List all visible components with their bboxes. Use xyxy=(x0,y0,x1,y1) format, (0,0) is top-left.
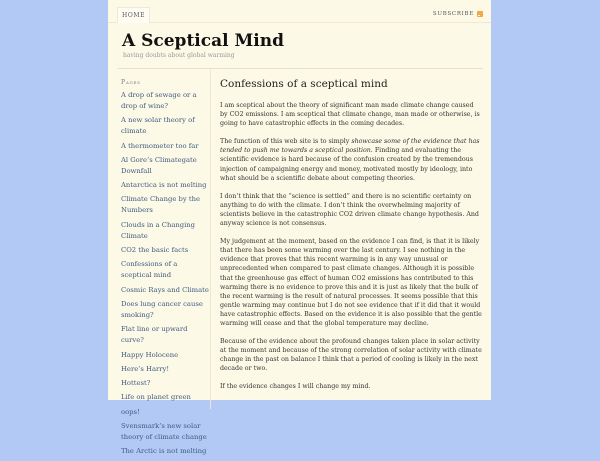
page-link[interactable]: Here’s Harry! xyxy=(121,364,170,373)
post-title: Confessions of a sceptical mind xyxy=(220,78,388,90)
post-paragraph: I am sceptical about the theory of significant man made climate change caused by CO2 emissions. I am sceptical that climate change, man made or otherwise, is going to have catastrophic effects in the coming decades. xyxy=(220,102,480,128)
rss-feed-icon xyxy=(477,11,483,17)
page-link[interactable]: A drop of sewage or a drop of wine? xyxy=(121,91,197,110)
subscribe-label: SUBSCRIBE xyxy=(432,11,474,17)
text-span: The function of this web site is to simply xyxy=(220,138,352,146)
pages-list xyxy=(121,90,209,461)
page-link[interactable]: Cosmic Rays and Climate xyxy=(121,285,209,294)
post-paragraph: My judgement at the moment, based on the evidence I can find, is that it is likely that there has been some warming over the last century. I see nothing in the evidence that proves that this recent warming is in any way unusual or unprecedented when compared to past climate changes. Although it is possible that the greenhouse gas effect of human CO2 emissions has contributed to this warming there is no evidence to prove this and it is just as likely that the bulk of the recent warming is the result of natural processes. It seems possible that this gentle warming may continue but I do not see evidence that if it did that it would have catastrophic effects. Based on the evidence it is also possible that the gentle warming will cease and that the global temperature may decline. xyxy=(220,238,482,327)
page-link[interactable]: Confessions of a sceptical mind xyxy=(121,260,178,280)
top-nav xyxy=(108,0,491,23)
page-link[interactable]: A new solar theory of climate xyxy=(121,116,195,136)
page-container xyxy=(108,0,491,456)
post-paragraph xyxy=(220,137,482,182)
page-link[interactable]: Climate Change by the Numbers xyxy=(121,195,200,215)
text-span: Finding and evaluating the scientific evidence is hard because of the confusion created by the tremendous injection of campaigning energy and money, motivated mostly by ideology, into what should be a scientific debate about competing theories. xyxy=(220,147,473,182)
page-link[interactable]: Antarctica is not melting xyxy=(121,181,207,190)
page-link[interactable]: Life on planet green xyxy=(121,393,191,402)
page-link[interactable]: Al Gore’s Climategate Downfall xyxy=(121,155,197,175)
page-link[interactable]: A thermometer too far xyxy=(121,141,199,150)
page-link[interactable]: Flat line or upward curve? xyxy=(121,325,188,345)
page-link[interactable]: Hottest? xyxy=(121,379,151,388)
sidebar xyxy=(108,69,211,456)
post-paragraph: If the evidence changes I will change my mind. xyxy=(220,383,371,391)
post-paragraph: Because of the evidence about the profound changes taken place in solar activity at the moment and because of the strong correlation of solar activity with climate change in the past on balance I think that a period of cooling is likely in the next decade or two. xyxy=(220,338,482,373)
nav-home-tab[interactable]: HOME xyxy=(117,7,150,23)
emphasis-text: showcase some of the evidence that has tended to push me towards a sceptical position. xyxy=(220,138,480,155)
site-tagline: having doubts about global warming xyxy=(123,52,235,59)
page-link[interactable]: Happy Holocene xyxy=(121,350,179,359)
page-link[interactable]: Clouds in a Changing Climate xyxy=(121,220,196,240)
page-link[interactable]: Does lung cancer cause smoking? xyxy=(121,299,203,319)
post-paragraph: I don’t think that the “science is settled” and there is no scientific certainty on anything to do with the climate. I don’t think the overwhelming majority of scientists believe in the catastrophic CO2 driven climate change hypothesis. And anyway science is not consensus. xyxy=(220,192,479,228)
post-content xyxy=(220,78,482,401)
page-link[interactable]: oops! xyxy=(121,407,140,416)
subscribe-link[interactable] xyxy=(433,11,483,17)
page-link[interactable]: CO2 the basic facts xyxy=(121,246,189,255)
site-title[interactable]: A Sceptical Mind xyxy=(122,31,285,51)
page-link[interactable]: The Arctic is not melting xyxy=(121,447,207,456)
page-link[interactable]: Svensmark’s new solar theory of climate change xyxy=(121,422,207,442)
pages-heading: Pages xyxy=(121,79,141,86)
